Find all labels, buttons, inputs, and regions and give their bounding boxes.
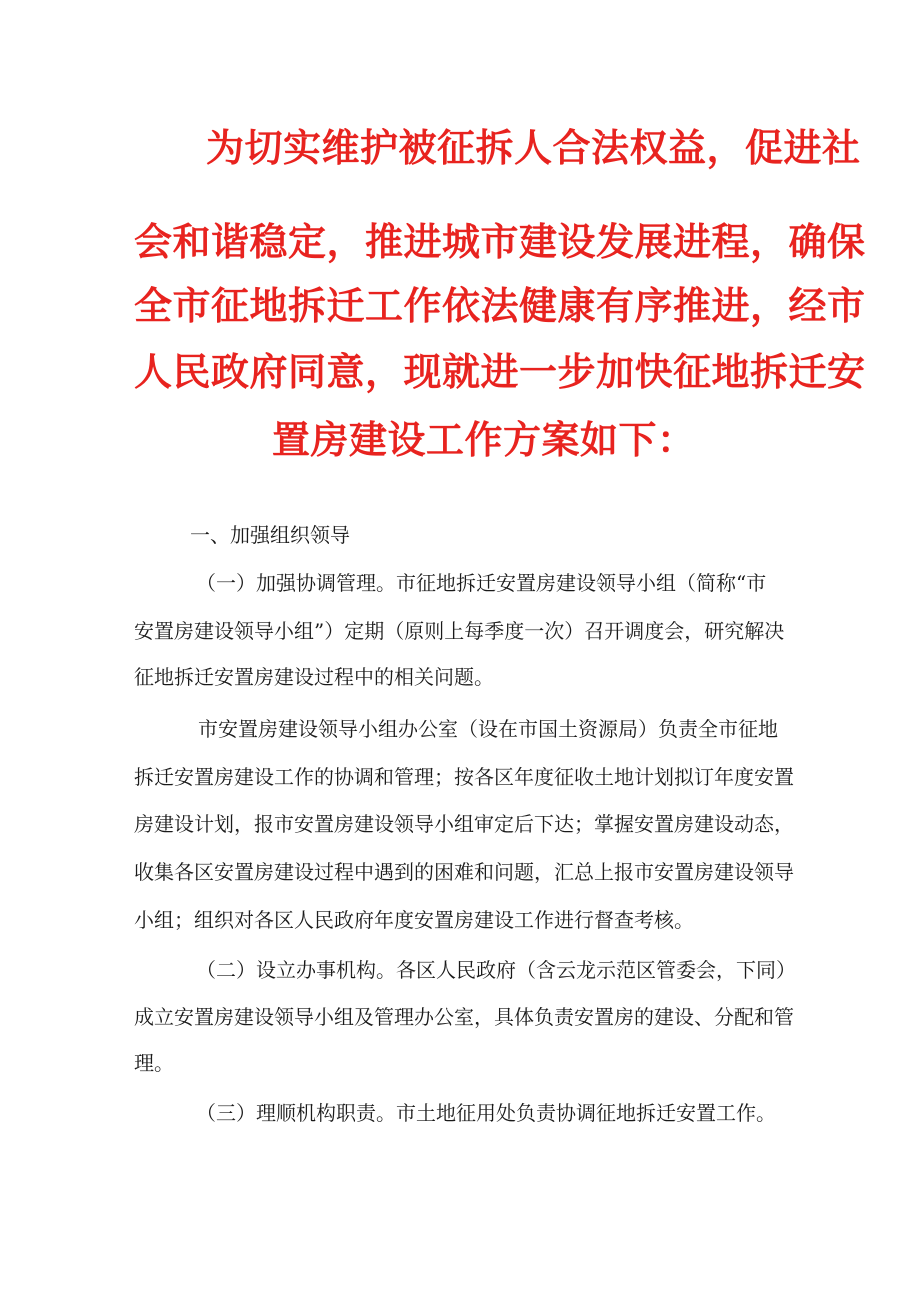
- heading-line-3: 全市征地拆迁工作依法健康有序推进，经市: [134, 284, 866, 328]
- item-1-para-2-line-5: 小组；组织对各区人民政府年度安置房建设工作进行督查考核。: [134, 908, 694, 932]
- item-1-line-2: 安置房建设领导小组”）定期（原则上每季度一次）召开调度会，研究解决: [134, 619, 785, 643]
- item-1-para-2-line-2: 拆迁安置房建设工作的协调和管理；按各区年度征收土地计划拟订年度安置: [134, 765, 794, 789]
- item-1-line-3: 征地拆迁安置房建设过程中的相关问题。: [134, 665, 494, 689]
- item-1-para-2-line-3: 房建设计划，报市安置房建设领导小组审定后下达；掌握安置房建设动态，: [134, 812, 794, 836]
- item-1-para-2-line-1: 市安置房建设领导小组办公室（设在市国土资源局）负责全市征地: [198, 717, 778, 741]
- heading-line-5: 置房建设工作方案如下：: [272, 418, 696, 462]
- item-2-line-1: （二）设立办事机构。各区人民政府（含云龙示范区管委会，下同）: [196, 958, 796, 982]
- heading-line-2: 会和谐稳定，推进城市建设发展进程，确保: [134, 220, 866, 264]
- heading-line-1: 为切实维护被征拆人合法权益，促进社: [206, 126, 861, 170]
- item-1-line-1: （一）加强协调管理。市征地拆迁安置房建设领导小组（简称“市: [196, 571, 767, 595]
- section-title: 一、加强组织领导: [190, 523, 350, 547]
- heading-line-4: 人民政府同意，现就进一步加快征地拆迁安: [134, 350, 866, 394]
- item-3-line-1: （三）理顺机构职责。市土地征用处负责协调征地拆迁安置工作。: [196, 1101, 776, 1125]
- item-2-line-2: 成立安置房建设领导小组及管理办公室，具体负责安置房的建设、分配和管: [134, 1005, 794, 1029]
- item-2-line-3: 理。: [134, 1051, 174, 1075]
- item-1-para-2-line-4: 收集各区安置房建设过程中遇到的困难和问题，汇总上报市安置房建设领导: [134, 860, 794, 884]
